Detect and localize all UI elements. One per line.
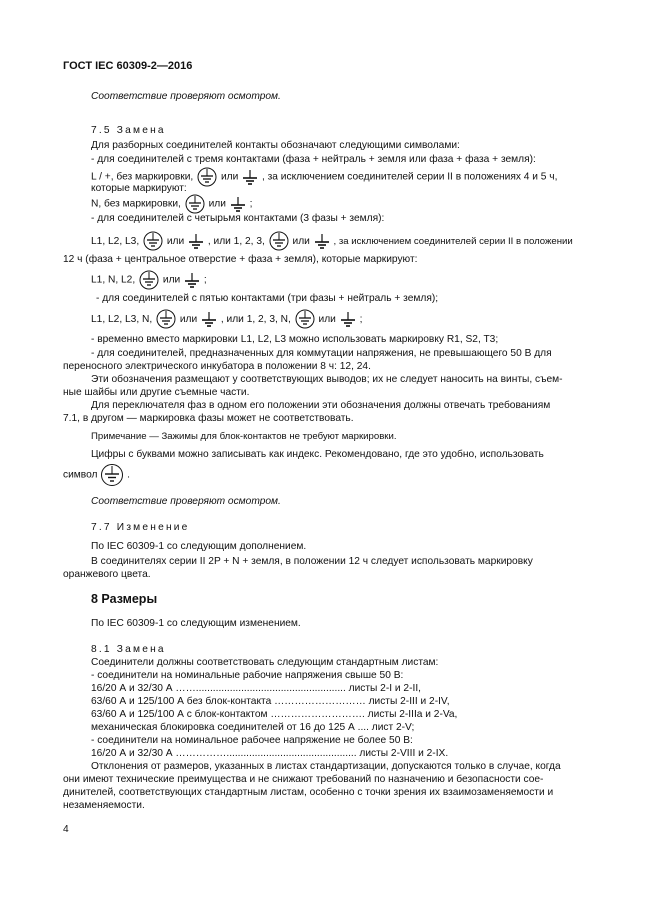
section-7-7-intro: По IEC 60309-1 со следующим дополнением. — [91, 541, 307, 552]
bullet-four-contacts: - для соединителей с четырьмя контактами (3 фазы + земля): — [91, 213, 385, 224]
protective-earth-circle-icon — [155, 309, 177, 329]
sheet-list-row: механическая блокировка соединителей от 16 до 125 А .... лист 2-V; — [91, 722, 415, 733]
earth-symbol-icon — [183, 271, 201, 289]
text-fragment: L / +, без маркировки, — [91, 171, 194, 183]
section-7-7-text-1: В соединителях серии II 2P + N + земля, в положении 12 ч следует использовать маркировку — [91, 556, 533, 567]
earth-symbol-icon — [313, 232, 331, 250]
text-fragment: или — [166, 236, 185, 247]
section-8-intro: По IEC 60309-1 со следующим изменением. — [91, 618, 301, 629]
earth-symbol-icon — [187, 232, 205, 250]
section-8-1-intro: Соединители должны соответствовать следующим стандартным листам: — [91, 657, 439, 668]
protective-earth-circle-icon — [196, 167, 218, 187]
bullet-five-contacts: - для соединителей с пятью контактами (три фазы + нейтраль + земля); — [96, 293, 439, 304]
section-7-7-title: 7.7 Изменение — [91, 522, 190, 533]
bullet-temporary-marking: - временно вместо маркировки L1, L2, L3 можно использовать маркировку R1, S2, T3; — [91, 334, 499, 345]
section-8-title: 8 Размеры — [91, 592, 158, 606]
paragraph-switch-2: 7.1, в другом — маркировка фазы может не соответствовать. — [63, 413, 354, 424]
line-five-contacts — [91, 309, 362, 331]
compliance-note-2: Соответствие проверяют осмотром. — [91, 496, 281, 507]
paragraph-placement-1: Эти обозначения размещают у соответствующих выводов; их не следует наносить на винты, съем- — [91, 374, 563, 385]
earth-symbol-icon — [229, 195, 247, 213]
text-fragment: ; — [359, 314, 363, 325]
text-fragment: L1, L2, L3, — [91, 236, 140, 247]
text-fragment: L1, N, L2, — [91, 274, 136, 286]
deviation-paragraph-3: динителей, соответствующих стандартным листам, особенно с точки зрения их взаимозаменяемости и — [63, 787, 554, 798]
bullet-low-voltage-2: переносного электрического инкубатора в положении 8 ч: 12, 24. — [63, 361, 371, 372]
page-number: 4 — [63, 824, 69, 835]
text-fragment: , или 1, 2, 3, — [207, 236, 265, 247]
text-line: которые маркируют: — [91, 183, 187, 194]
bullet-low-voltage-1: - для соединителей, предназначенных для коммутации напряжения, не превышающего 50 В для — [91, 348, 552, 359]
text-fragment: или — [208, 198, 226, 210]
text-fragment: или — [292, 236, 310, 247]
text-fragment: , или 1, 2, 3, N, — [220, 314, 291, 325]
deviation-paragraph-2: они имеют технические преимущества и не снижают требований по назначению и безопасности сое- — [63, 774, 544, 785]
earth-symbol-icon — [241, 168, 259, 186]
protective-earth-circle-icon — [268, 231, 290, 251]
text-fragment: . — [127, 469, 131, 481]
text-fragment: символ — [63, 469, 98, 481]
section-8-1-title: 8.1 Замена — [91, 644, 166, 655]
text-fragment: , за исключением соединителей серии II в положении — [333, 236, 573, 247]
text-fragment: , за исключением соединителей серии II в положениях 4 и 5 ч, — [261, 171, 558, 183]
list-header-over-50v: - соединители на номинальные рабочие напряжения свыше 50 В: — [91, 670, 404, 681]
earth-symbol-icon — [200, 310, 218, 328]
protective-earth-circle-icon — [100, 463, 124, 487]
list-header-under-50v: - соединители на номинальное рабочее напряжение не более 50 В: — [91, 735, 413, 746]
protective-earth-circle-icon — [138, 270, 160, 290]
text-fragment: или — [179, 314, 198, 325]
protective-earth-circle-icon — [184, 194, 206, 214]
bullet-three-contacts: - для соединителей с тремя контактами (фаза + нейтраль + земля или фаза + фаза + земля): — [91, 154, 536, 165]
text-fragment: ; — [249, 198, 253, 210]
section-7-7-text-2: оранжевого цвета. — [63, 569, 151, 580]
paragraph-placement-2: ные шайбы или другие съемные части. — [63, 387, 250, 398]
text-fragment: или — [220, 171, 239, 183]
text-line: 12 ч (фаза + центральное отверстие + фаза + земля), которые маркируют: — [63, 254, 418, 265]
earth-symbol-icon — [339, 310, 357, 328]
compliance-note-1: Соответствие проверяют осмотром. — [91, 91, 281, 102]
text-fragment: или — [162, 274, 181, 286]
protective-earth-circle-icon — [294, 309, 316, 329]
sheet-list-row: 16/20 А и 32/30 А …………….............................................. листы 2-VIII и 2-IX. — [91, 748, 449, 759]
sheet-list-row: 63/60 А и 125/100 А без блок-контакта ……………………… листы 2-III и 2-IV, — [91, 696, 450, 707]
text-fragment: L1, L2, L3, N, — [91, 314, 153, 325]
protective-earth-circle-icon — [142, 231, 164, 251]
paragraph-switch-1: Для переключателя фаз в одном его положении эти обозначения должны отвечать требованиям — [91, 400, 551, 411]
text-fragment: или — [318, 314, 336, 325]
section-7-5-intro: Для разборных соединителей контакты обозначают следующими символами: — [91, 140, 460, 151]
sheet-list-row: 16/20 А и 32/30 А ……..................................................... листы 2-I и 2-II, — [91, 683, 421, 694]
paragraph-index-1: Цифры с буквами можно записывать как индекс. Рекомендовано, где это удобно, использовать — [91, 449, 544, 460]
deviation-paragraph-4: незаменяемости. — [63, 800, 145, 811]
paragraph-index-2 — [63, 463, 130, 488]
line-l1-n-l2 — [91, 270, 207, 291]
text-fragment: N, без маркировки, — [91, 198, 181, 210]
document-header: ГОСТ IEC 60309-2—2016 — [63, 60, 193, 72]
section-7-5-title: 7.5 Замена — [91, 125, 166, 136]
sheet-list-row: 63/60 А и 125/100 А с блок-контактом ………………………. листы 2-IIIa и 2-Va, — [91, 709, 458, 720]
deviation-paragraph-1: Отклонения от размеров, указанных в листах стандартизации, допускаются только в случае, когда — [91, 761, 561, 772]
line-l1-l2-l3 — [91, 231, 573, 253]
text-fragment: ; — [203, 274, 207, 286]
note: Примечание — Зажимы для блок-контактов не требуют маркировки. — [91, 431, 397, 442]
